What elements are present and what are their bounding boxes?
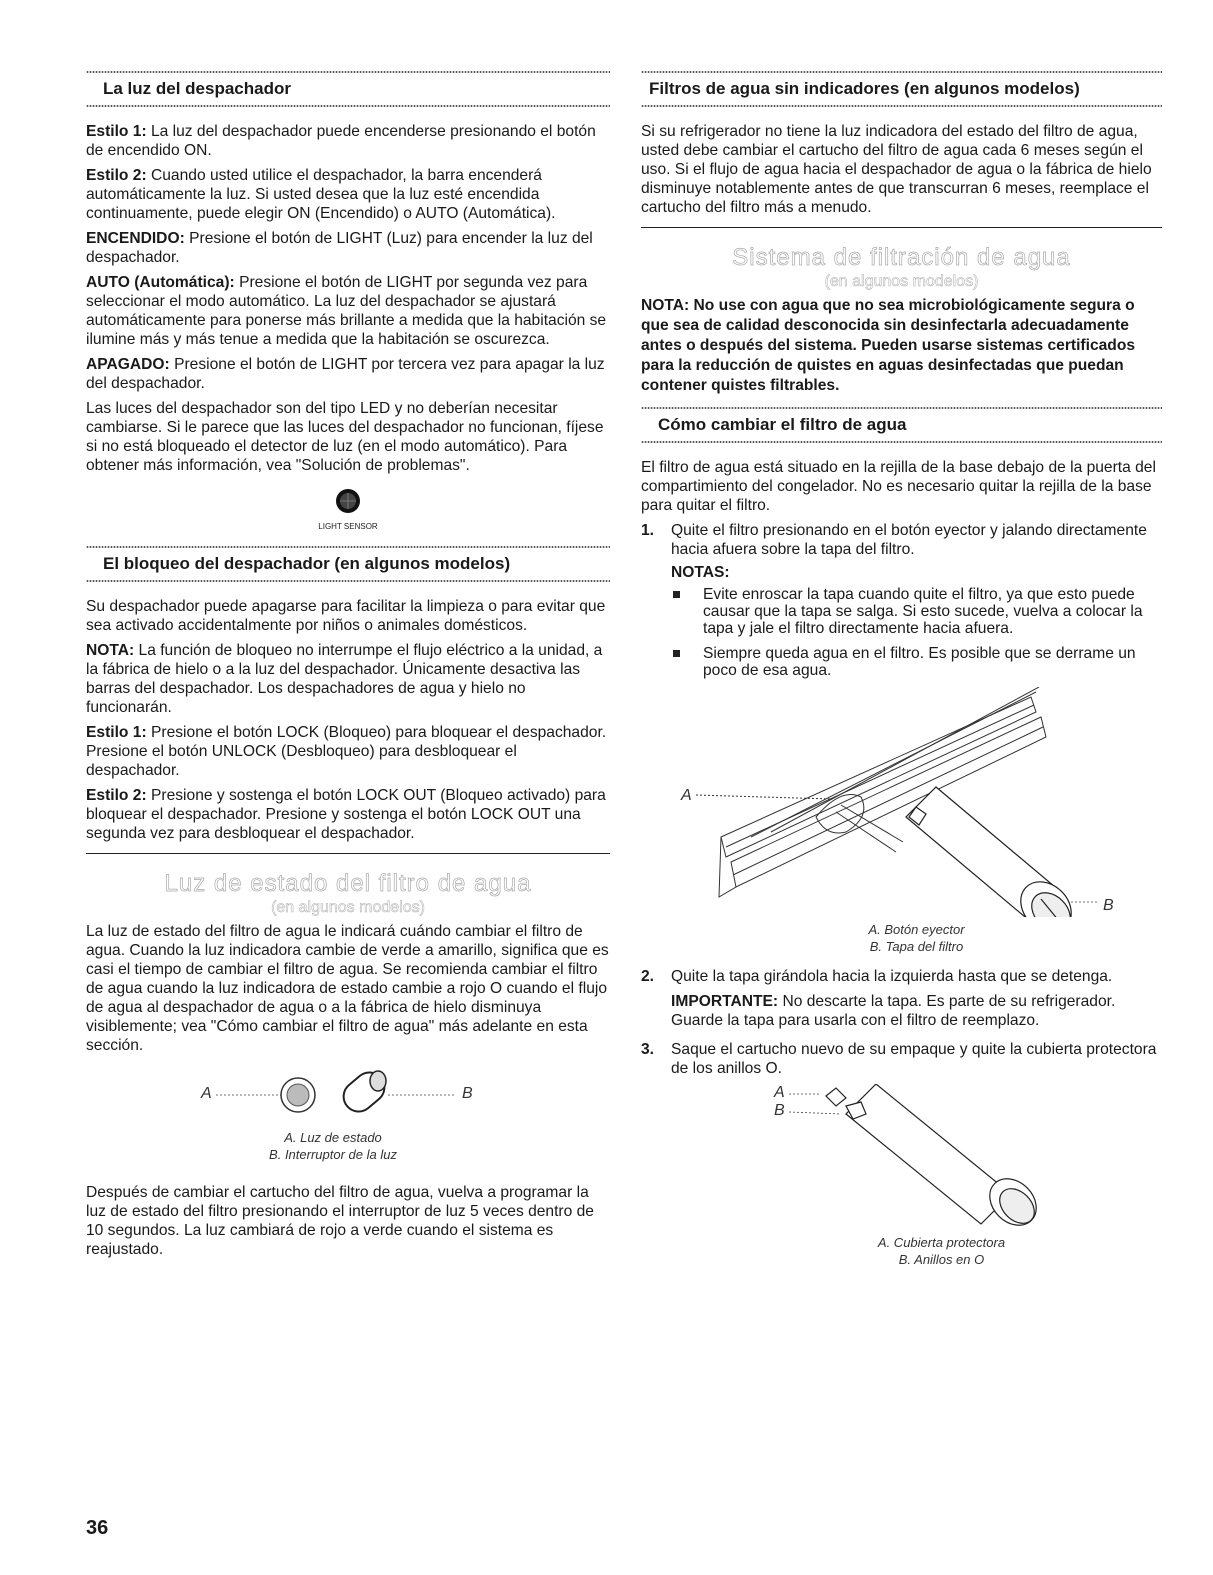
dotted-rule xyxy=(86,579,610,583)
figure-label-a: A xyxy=(201,1085,212,1102)
filter-cartridge-icon xyxy=(906,787,1081,917)
figure-caption-a: A. Cubierta protectora xyxy=(877,1235,1006,1250)
cartridge-diagram xyxy=(641,1084,1162,1234)
cartridge-figure xyxy=(641,1084,1162,1234)
list-item: Siempre queda agua en el filtro. Es posible que se derrame un poco de esa agua. xyxy=(671,645,1162,679)
step-1: 1. Quite el filtro presionando en el botón eyector y jalando directamente hacia afuera sobre la tapa del filtro. NOTAS: Evite enroscar la tapa cuando quite el filtro, ya que esto puede causar que la tapa se salga. Si esto sucede, vuelva a colocar la tapa y jale el filtro directamente hacia afuera. Siempre queda agua en el filtro. Es posible que se derrame un poco de esa agua. xyxy=(641,521,1162,679)
paragraph: ENCENDIDO: Presione el botón de LIGHT (Luz) para encender la luz del despachador. xyxy=(86,230,593,266)
lock-heading: El bloqueo del despachador (en algunos modelos) xyxy=(103,554,511,573)
step-2: 2. Quite la tapa girándola hacia la izquierda hasta que se detenga. IMPORTANTE: No descarte la tapa. Es parte de su refrigerador. Guarde la tapa para usarla con el filtro de reemplazo. xyxy=(641,967,1162,1030)
paragraph: Estilo 1: La luz del despachador puede encenderse presionando el botón de encendido ON. xyxy=(86,123,596,159)
right-column xyxy=(641,70,1162,1268)
light-sensor-label: LIGHT SENSOR xyxy=(318,522,378,531)
notes-label: NOTAS: xyxy=(671,564,730,581)
status-light-figure xyxy=(86,1065,610,1125)
figure-label-a: A xyxy=(681,787,692,804)
status-subtitle: (en algunos modelos) xyxy=(271,899,425,916)
system-note: NOTA: No use con agua que no sea microbiológicamente segura o que sea de calidad desconocida sin desinfectarla adecuadamente antes o después del sistema. Pueden usarse sistemas certificados para la reducción de quistes en aguas desinfectadas que puedan contener quistes filtrables. xyxy=(641,297,1136,394)
dotted-rule xyxy=(86,104,610,108)
figure-label-a: A xyxy=(774,1084,785,1101)
paragraph: NOTA: La función de bloqueo no interrumpe el flujo eléctrico a la unidad, a la fábrica de hielo o a la luz del despachador. Únicamente desactiva las barras del despachador. Los despachadores de agua y hielo no funcionarán. xyxy=(86,642,603,716)
steps-list xyxy=(641,521,1162,679)
paragraph: Estilo 1: Presione el botón LOCK (Bloqueo) para bloquear el despachador. Presione el botón UNLOCK (Desbloqueo) para desbloquear el despachador. xyxy=(86,724,607,779)
section-rule xyxy=(86,853,610,854)
figure-caption-b: B. Tapa del filtro xyxy=(869,939,964,954)
page-number: 36 xyxy=(86,1517,109,1539)
dotted-rule xyxy=(86,545,610,549)
change-intro: El filtro de agua está situado en la rejilla de la base debajo de la puerta del compartimiento del congelador. No es necesario quitar la rejilla de la base para quitar el filtro. xyxy=(641,459,1156,514)
left-column xyxy=(86,70,610,1265)
section-rule xyxy=(641,227,1162,228)
noind-paragraph: Si su refrigerador no tiene la luz indicadora del estado del filtro de agua, usted debe cambiar el cartucho del filtro de agua cada 6 meses según el uso. Si el flujo de agua hacia el despachador de agua o la fábrica de hielo disminuye notablemente antes de que transcurran 6 meses, reemplace el cartucho del filtro más a menudo. xyxy=(641,123,1152,216)
light-section xyxy=(86,122,610,475)
status-title: Luz de estado del filtro de agua xyxy=(164,870,532,897)
notes-bullets xyxy=(671,586,1162,679)
noind-heading: Filtros de agua sin indicadores (en algunos modelos) xyxy=(649,79,1080,98)
dotted-rule xyxy=(641,104,1162,108)
system-title: Sistema de filtración de agua xyxy=(732,244,1071,271)
dotted-rule xyxy=(641,440,1162,444)
new-cartridge-icon xyxy=(826,1084,1046,1234)
figure-caption-a: A. Botón eyector xyxy=(868,922,965,937)
status-paragraph: La luz de estado del filtro de agua le indicará cuándo cambiar el filtro de agua. Cuando la luz indicadora cambie de verde a amarillo, significa que es casi el tiempo de cambiar el filtro de agua. Se recomienda cambiar el filtro de agua cuando la luz indicadora de estado cambie a rojo O cuando el flujo de agua al despachador de agua o a la fábrica de hielo disminuya visiblemente; vea "Cómo cambiar el filtro de agua" más adelante en esta sección. xyxy=(86,923,609,1054)
light-switch-icon xyxy=(338,1066,391,1117)
paragraph: Estilo 2: Cuando usted utilice el despachador, la barra encenderá automáticamente la luz. Si usted desea que la luz esté encendida continuamente, puede elegir ON (Encendido) o AUTO (Automática). xyxy=(86,167,556,222)
figure-label-b: B xyxy=(774,1102,785,1119)
paragraph: AUTO (Automática): Presione el botón de LIGHT por segunda vez para seleccionar el modo automático. La luz del despachador se ajustará automáticamente para ponerse más brillante a medida que la habitación se ilumine más y más tenue a medida que la habitación se oscurezca. xyxy=(86,274,607,348)
steps-list xyxy=(641,967,1162,1078)
dotted-rule xyxy=(641,406,1162,410)
figure-caption-a: A. Luz de estado xyxy=(284,1130,382,1145)
figure-caption-b: B. Anillos en O xyxy=(898,1252,985,1267)
system-subtitle: (en algunos modelos) xyxy=(824,273,979,290)
figure-label-b: B xyxy=(462,1085,473,1102)
filter-removal-diagram xyxy=(641,687,1162,917)
paragraph: APAGADO: Presione el botón de LIGHT por tercera vez para apagar la luz del despachador. xyxy=(86,356,605,392)
reset-paragraph: Después de cambiar el cartucho del filtro de agua, vuelva a programar la luz de estado del filtro presionando el interruptor de luz 5 veces dentro de 10 segundos. La luz cambiará de rojo a verde cuando el sistema es reajustado. xyxy=(86,1184,594,1258)
dotted-rule xyxy=(86,70,610,74)
filter-removal-figure xyxy=(641,687,1162,917)
figure-label-b: B xyxy=(1103,897,1114,914)
step-3: 3. Saque el cartucho nuevo de su empaque y quite la cubierta protectora de los anillos O. xyxy=(641,1041,1157,1077)
paragraph: Su despachador puede apagarse para facilitar la limpieza o para evitar que sea activado accidentalmente por niños o animales domésticos. xyxy=(86,598,606,634)
light-sensor-icon xyxy=(86,481,610,539)
list-item: Evite enroscar la tapa cuando quite el filtro, ya que esto puede causar que la tapa se salga. Si esto sucede, vuelva a colocar la tapa y jale el filtro directamente hacia afuera. xyxy=(671,586,1162,637)
dotted-rule xyxy=(641,70,1162,74)
figure-caption-b: B. Interruptor de la luz xyxy=(269,1147,397,1162)
light-heading: La luz del despachador xyxy=(103,79,291,98)
status-light-diagram xyxy=(86,1065,610,1125)
paragraph: Las luces del despachador son del tipo LED y no deberían necesitar cambiarse. Si le parece que las luces del despachador no funcionan, fíjese si no está bloqueado el detector de luz (en el modo automático). Para obtener más información, vea "Solución de problemas". xyxy=(86,400,604,474)
important-note: IMPORTANTE: No descarte la tapa. Es parte de su refrigerador. Guarde la tapa para usarla con el filtro de reemplazo. xyxy=(671,993,1116,1029)
change-heading: Cómo cambiar el filtro de agua xyxy=(658,415,907,434)
paragraph: Estilo 2: Presione y sostenga el botón LOCK OUT (Bloqueo activado) para bloquear el despachador. Presione y sostenga el botón LOCK OUT una segunda vez para desbloquear el despachador. xyxy=(86,787,606,842)
lock-section xyxy=(86,597,610,843)
